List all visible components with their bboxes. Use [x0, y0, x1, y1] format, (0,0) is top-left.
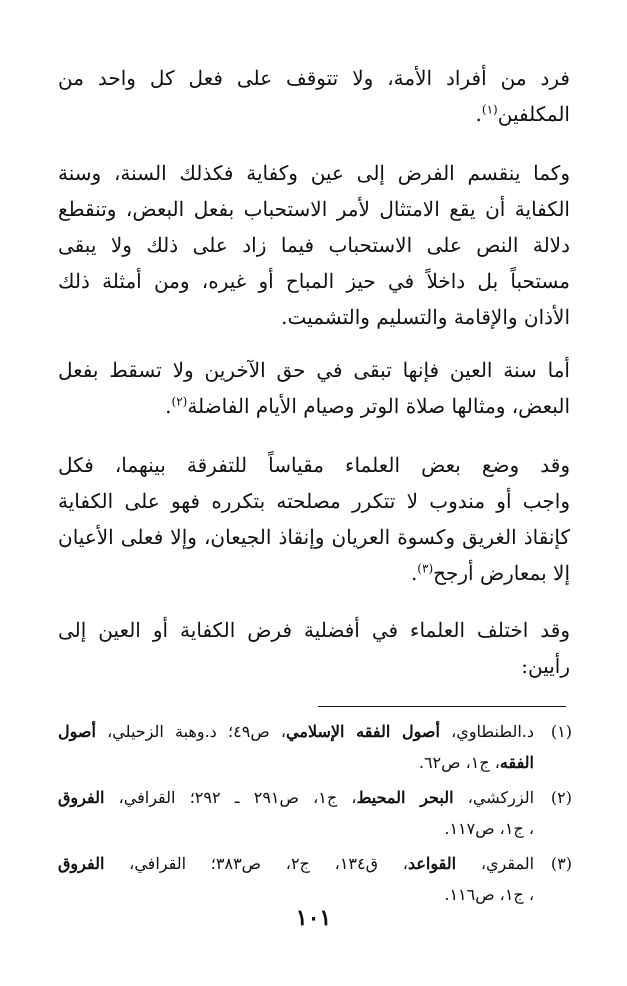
footnotes [58, 716, 572, 914]
paragraph-2-line-5: الأذان والإقامة والتسليم والتشميت. [281, 305, 570, 329]
paragraph-4-line-2: واجب أو مندوب لا تتكرر مصلحته بتكرره فهو على الكفاية [58, 489, 570, 513]
footnote-2-author-1: الزركشي، [453, 788, 535, 807]
footnote-2-ref-2: ، ج١، ص١١٧. [444, 819, 534, 838]
footnote-3-number: (٣) [550, 854, 572, 873]
footnote-1-text [58, 716, 534, 778]
footnote-3-title-1: القواعد [407, 854, 457, 873]
footnote-1-number: (١) [550, 722, 572, 741]
footnote-1-title-2b: الفقه [499, 753, 534, 772]
footnote-2-ref-1: ، ج١، ص٢٩١ ـ ٢٩٢؛ القرافي، [104, 788, 357, 807]
footnote-1 [58, 716, 572, 778]
paragraph-4-line-4 [58, 555, 570, 591]
paragraph-3-line-1: أما سنة العين فإنها تبقى في حق الآخرين ولا تسقط بفعل [58, 358, 570, 382]
paragraph-3-line-2-text: البعض، ومثالها صلاة الوتر وصيام الأيام الفاضلة [187, 394, 570, 418]
footnote-3-ref-1: ، ق١٣٤، ج٢، ص٣٨٣؛ القرافي، [104, 854, 408, 873]
footnote-3-text [58, 848, 534, 910]
footnote-3-title-2: الفروق [58, 854, 105, 873]
footnote-2-text [58, 782, 534, 844]
footnote-1-ref-1: ، ص٤٩؛ د.وهبة الزحيلي، [95, 722, 287, 741]
footnote-2 [58, 782, 572, 844]
footnote-2-line-1 [58, 782, 534, 813]
footnote-1-line-1 [58, 716, 534, 747]
footnote-3 [58, 848, 572, 910]
footnote-1-ref-2: ، ج١، ص٦٢. [418, 753, 500, 772]
paragraph-4 [58, 447, 570, 591]
footnote-ref-2[interactable]: (٢) [171, 394, 188, 409]
paragraph-2-line-4: مستحباً بل داخلاً في حيز المباح أو غيره، ومن أمثلة ذلك [58, 269, 570, 293]
footnote-2-title-1: البحر المحيط [356, 788, 454, 807]
footnote-1-author-1: د.الطنطاوي، [439, 722, 535, 741]
footnote-divider [318, 706, 566, 707]
paragraph-2-line-3: دلالة النص على الاستحباب فيما زاد على ذلك ولا يبقى [58, 233, 570, 257]
page-number: ١٠١ [295, 905, 332, 931]
footnote-3-line-1 [58, 848, 534, 879]
footnote-3-author-1: المقري، [456, 854, 535, 873]
paragraph-5 [58, 612, 570, 684]
paragraph-1-tail: . [475, 102, 482, 126]
paragraph-3-line-2 [58, 388, 570, 424]
footnote-1-title-1: أصول الفقه الإسلامي [286, 722, 440, 741]
footnote-2-number: (٢) [550, 788, 572, 807]
footnote-1-title-2a: أصول [58, 722, 96, 741]
footnote-1-line-2 [58, 747, 534, 778]
paragraph-3 [58, 352, 570, 424]
paragraph-5-line-1: وقد اختلف العلماء في أفضلية فرض الكفاية أو العين إلى [58, 618, 570, 642]
paragraph-1-line-2 [58, 96, 570, 132]
paragraph-4-line-1: وقد وضع بعض العلماء مقياساً للتفرقة بينهما، فكل [58, 453, 570, 477]
paragraph-2 [58, 155, 570, 335]
paragraph-3-tail: . [165, 394, 172, 418]
footnote-2-title-2: الفروق [58, 788, 105, 807]
paragraph-2-line-1: وكما ينقسم الفرض إلى عين وكفاية فكذلك السنة، وسنة [58, 161, 570, 185]
paragraph-2-line-2: الكفاية أن يقع الامتثال لأمر الاستحباب بفعل البعض، وتنقطع [58, 197, 570, 221]
paragraph-1 [58, 60, 570, 132]
paragraph-1-line-1: فرد من أفراد الأمة، ولا تتوقف على فعل كل واحد من [58, 66, 570, 90]
paragraph-1-line-2-text: المكلفين [497, 102, 570, 126]
footnote-2-line-2 [58, 813, 534, 844]
footnote-ref-3[interactable]: (٣) [417, 561, 434, 576]
paragraph-4-line-3: كإنقاذ الغريق وكسوة العريان وإنقاذ الجيعان، وإلا فعلى الأعيان [58, 525, 570, 549]
footnote-3-ref-2: ، ج١، ص١١٦. [444, 885, 534, 904]
paragraph-4-tail: . [410, 561, 418, 585]
paragraph-4-line-4-text: إلا بمعارض أرجح [433, 561, 570, 585]
paragraph-5-line-2: رأيين: [521, 654, 570, 678]
footnote-ref-1[interactable]: (١) [481, 102, 498, 117]
